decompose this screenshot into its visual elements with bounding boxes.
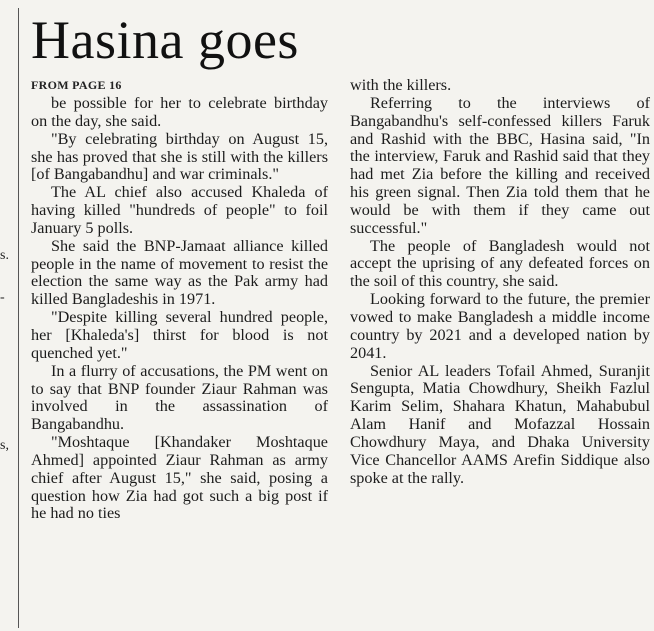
article-column-left — [31, 95, 328, 523]
adjacent-column-fragment: s. — [0, 248, 9, 263]
paragraph: "Despite killing several hundred people, her [Khaleda's] thirst for blood is not quenched yet." — [31, 308, 328, 362]
adjacent-column-fragment: - — [0, 290, 5, 305]
headline: Hasina goes — [31, 10, 299, 70]
paragraph: The people of Bangladesh would not accept the uprising of any defeated forces on the soil of this country, she said. — [350, 236, 650, 291]
paragraph: She said the BNP-Jamaat alliance killed people in the name of movement to resist the election the same way as the Pak army had killed Bangladeshis in 1971. — [31, 236, 328, 309]
article-column-right — [350, 77, 650, 487]
adjacent-column-fragment: s, — [0, 438, 9, 453]
paragraph: Looking forward to the future, the premier vowed to make Bangladesh a middle income country by 2021 and a developed nation by 2041. — [350, 290, 650, 362]
jump-line: FROM PAGE 16 — [31, 78, 122, 92]
paragraph: with the killers. — [350, 76, 452, 94]
paragraph: In a flurry of accusations, the PM went on to say that BNP founder Ziaur Rahman was involved in the assassination of Bangabandhu. — [31, 361, 328, 434]
paragraph: Senior AL leaders Tofail Ahmed, Suranjit Sengupta, Matia Chowdhury, Sheikh Fazlul Karim Selim, Shahara Khatun, Mahabubul Alam Hanif and Mofazzal Hossain Chowdhury Maya, and Dhaka University Vice Chancellor AAMS Arefin Siddique also spoke at the rally. — [350, 361, 650, 487]
paragraph: "By celebrating birthday on August 15, she has proved that she is still with the killers [of Bangabandhu] and war criminals." — [31, 129, 328, 184]
paragraph: The AL chief also accused Khaleda of having killed "hundreds of people" to foil January 5 polls. — [31, 183, 328, 237]
paragraph: Referring to the interviews of Bangabandhu's self-confessed killers Faruk and Rashid with the BBC, Hasina said, "In the interview, Faruk and Rashid said that they had met Zia before the killing and received his green signal. Then Zia told them that he would be with them if they came out successful." — [350, 93, 650, 237]
paragraph: "Moshtaque [Khandaker Moshtaque Ahmed] appointed Ziaur Rahman as army chief after August 15," she said, posing a question how Zia had got such a big post if he had no ties — [31, 433, 328, 523]
column-divider — [18, 8, 19, 628]
paragraph: be possible for her to celebrate birthday on the day, she said. — [31, 94, 328, 130]
